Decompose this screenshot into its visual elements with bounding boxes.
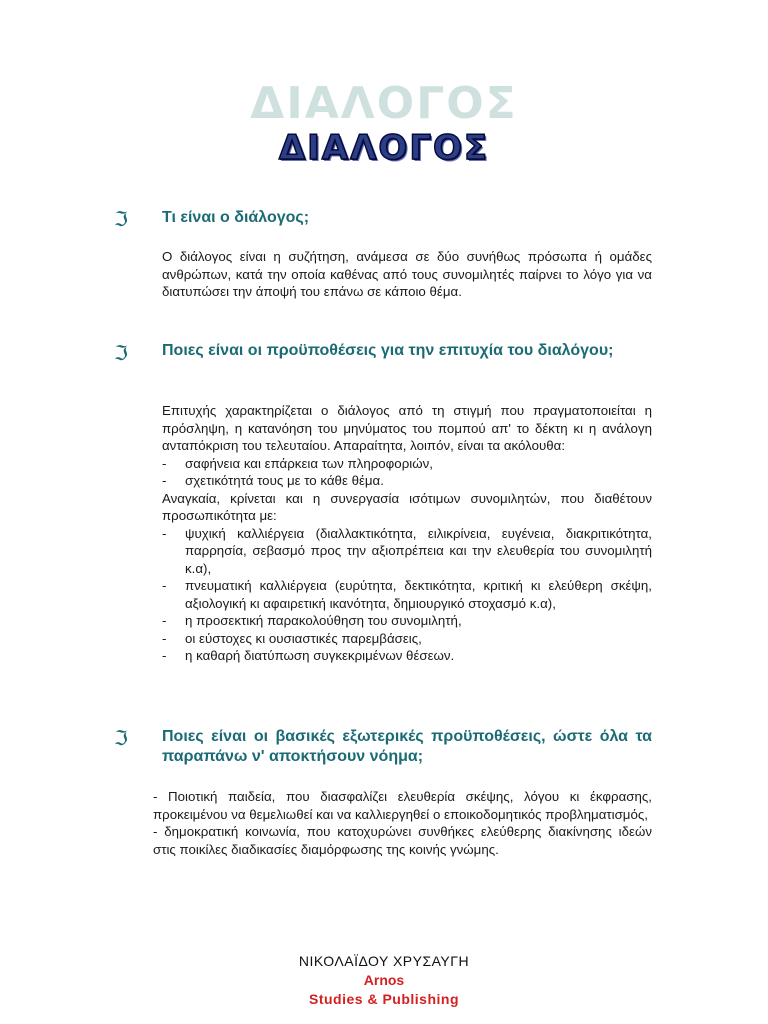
question-heading-1: Τι είναι ο διάλογος; [162, 209, 310, 226]
publisher-name: Arnos [363, 972, 405, 988]
list-item: - σαφήνεια και επάρκεια των πληροφοριών, [162, 455, 433, 471]
bullet-icon: ℑ [114, 341, 128, 365]
title-shadow: ΔΙΑΛΟΓΟΣ [250, 78, 518, 129]
answer-block-2 [162, 402, 652, 665]
list-item: - η καθαρή διατύπωση συγκεκριμένων θέσεων. [162, 648, 455, 663]
author-name: ΝΙΚΟΛΑΪΔΟΥ ΧΡΥΣΑΥΓΗ [298, 953, 470, 969]
question-heading-2: Ποιες είναι οι προϋποθέσεις για την επιτυχία του διαλόγου; [162, 342, 614, 359]
list-item: - σχετικότητά τους με το κάθε θέμα. [162, 473, 384, 488]
answer-block-3 [153, 788, 652, 858]
answer-line: - Ποιοτική παιδεία, που διασφαλίζει ελευθερία σκέψης, λόγου κι έκφρασης, προκειμένου να θεμελιωθεί και να καλλιεργηθεί ο εποικοδομητικός προβληματισμός, [153, 789, 652, 822]
answer-line: - δημοκρατική κοινωνία, που κατοχυρώνει συνθήκες ελεύθερης διακίνησης ιδεών στις ποικίλες διαδικασίες διαμόρφωσης της κοινής γνώμης. [153, 824, 652, 857]
list-item: - η προσεκτική παρακολούθηση του συνομιλητή, [162, 613, 462, 628]
list-item: - πνευματική καλλιέργεια (ευρύτητα, δεκτικότητα, κριτική κι ελεύθερη σκέψη, αξιολογική κι αφαιρετική ικανότητα, δημιουργικό στοχασμό κ.α), [162, 578, 652, 611]
page-title: ΔΙΑΛΟΓΟΣ [278, 128, 490, 168]
question-heading-3: Ποιες είναι οι βασικές εξωτερικές προϋποθέσεις, ώστε όλα τα παραπάνω ν' αποκτήσουν νόημα; [162, 728, 652, 765]
list-item: - ψυχική καλλιέργεια (διαλλακτικότητα, ειλικρίνεια, ευγένεια, διακριτικότητα, παρρησία, σεβασμό προς την αξιοπρέπεια και την ελευθερία του συνομιλητή κ.α), [162, 525, 652, 576]
answer-intro: Επιτυχής χαρακτηρίζεται ο διάλογος από τη στιγμή που πραγματοποιείται η πρόσληψη, η κατανόηση του μηνύματος του πομπού απ' το δέκτη κι η ανάλογη ανταπόκριση του τελευταίου. Απαραίτητα, λοιπόν, είναι τα ακόλουθα: [162, 403, 652, 453]
bullet-icon: ℑ [114, 726, 128, 750]
publisher-subtitle: Studies & Publishing [308, 991, 459, 1007]
bullet-icon: ℑ [114, 207, 128, 231]
answer-paragraph-1: Ο διάλογος είναι η συζήτηση, ανάμεσα σε δύο συνήθως πρόσωπα ή ομάδες ανθρώπων, κατά την οποία καθένας από τους συνομιλητές παίρνει το λόγο για να διατυπώσει την άποψή του επάνω σε κάποιο θέμα. [162, 249, 652, 299]
list-item: - οι εύστοχες κι ουσιαστικές παρεμβάσεις, [162, 630, 422, 646]
answer-middle: Αναγκαία, κρίνεται και η συνεργασία ισότιμων συνομιλητών, που διαθέτουν προσωπικότητα με: [162, 490, 652, 523]
